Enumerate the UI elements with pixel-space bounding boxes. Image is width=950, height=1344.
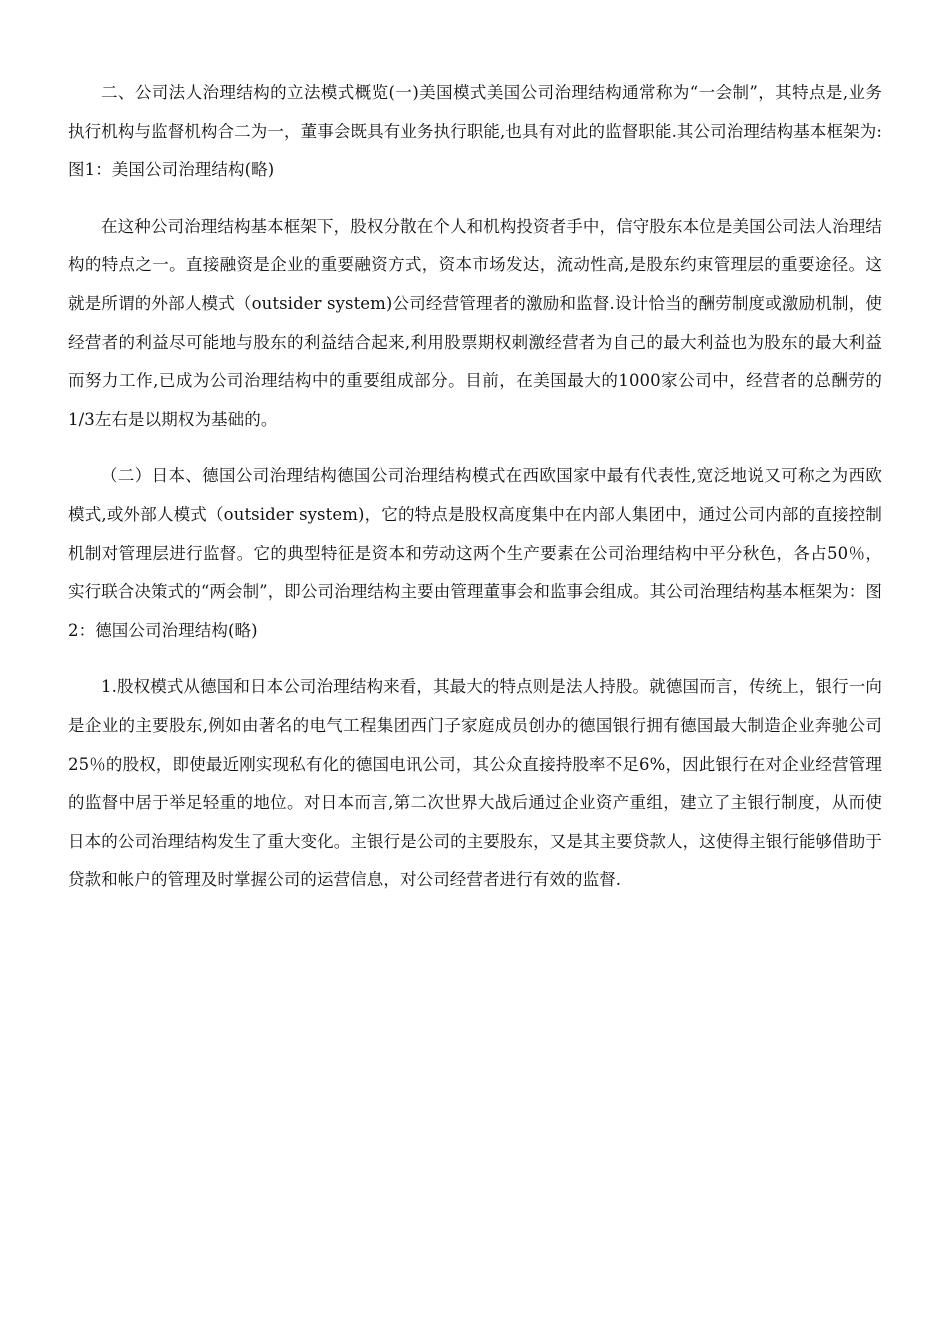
paragraph-ownership-model: 1.股权模式从德国和日本公司治理结构来看，其最大的特点则是法人持股。就德国而言，传统上，银行一向是企业的主要股东,例如由著名的电气工程集团西门子家庭成员创办的德国银行拥有德国最大制造企业奔驰公司25％的股权，即使最近刚实现私有化的德国电讯公司，其公众直接持股率不足6%，因此银行在对企业经营管理的监督中居于举足轻重的地位。对日本而言,第二次世界大战后通过企业资产重组，建立了主银行制度，从而使日本的公司治理结构发生了重大变化。主银行是公司的主要股东，又是其主要贷款人，这使得主银行能够借助于贷款和帐户的管理及时掌握公司的运营信息，对公司经营者进行有效的监督. [68,677,882,890]
document-body [68,74,882,918]
paragraph-us-model: 二、公司法人治理结构的立法模式概览(一)美国模式美国公司治理结构通常称为“一会制”，其特点是,业务执行机构与监督机构合二为一，董事会既具有业务执行职能,也具有对此的监督职能.其公司治理结构基本框架为:图1：美国公司治理结构(略) [68,83,882,180]
paragraph-germany-japan-model: （二）日本、德国公司治理结构德国公司治理结构模式在西欧国家中最有代表性,宽泛地说又可称之为西欧模式,或外部人模式（outsider system)，它的特点是股权高度集中在内部人集团中，通过公司内部的直接控制机制对管理层进行监督。它的典型特征是资本和劳动这两个生产要素在公司治理结构中平分秋色，各占50％，实行联合决策式的“两会制”，即公司治理结构主要由管理董事会和监事会组成。其公司治理结构基本框架为：图2：德国公司治理结构(略) [68,466,882,640]
paragraph-us-framework: 在这种公司治理结构基本框架下，股权分散在个人和机构投资者手中，信守股东本位是美国公司法人治理结构的特点之一。直接融资是企业的重要融资方式，资本市场发达，流动性高,是股东约束管理层的重要途径。这就是所谓的外部人模式（outsider system)公司经营管理者的激励和监督.设计恰当的酬劳制度或激励机制，使经营者的利益尽可能地与股东的利益结合起来,利用股票期权刺激经营者为自己的最大利益也为股东的最大利益而努力工作,已成为公司治理结构中的重要组成部分。目前，在美国最大的1000家公司中，经营者的总酬劳的1/3左右是以期权为基础的。 [68,216,882,429]
